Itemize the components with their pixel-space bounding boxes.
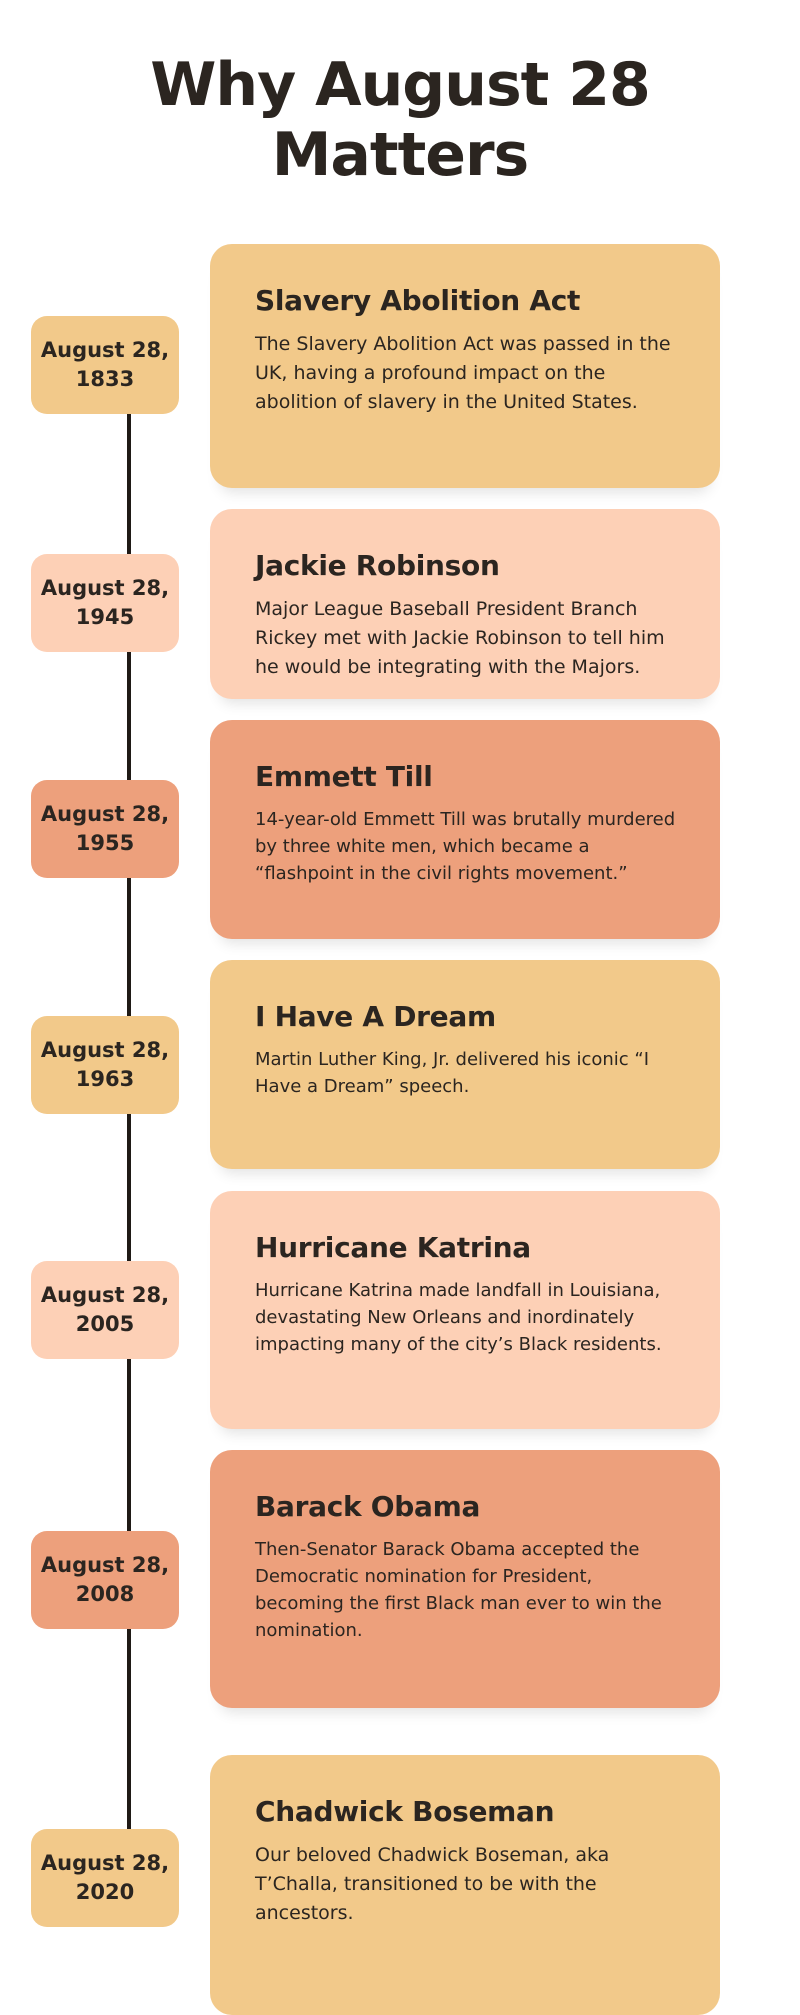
event-card-1963 — [210, 960, 720, 1169]
date-label: August 28, — [40, 1038, 170, 1062]
event-description: 14-year-old Emmett Till was brutally murdered by three white men, which became a “flashpoint in the civil rights movement.” — [255, 809, 676, 884]
event-description: Major League Baseball President Branch Rickey met with Jackie Robinson to tell him he would be integrating with the Majors. — [255, 598, 665, 678]
date-label: August 28, — [40, 1851, 170, 1875]
date-label: August 28, — [40, 576, 170, 600]
date-label: August 28, — [40, 1283, 170, 1307]
event-description: Our beloved Chadwick Boseman, aka T’Challa, transitioned to be with the ancestors. — [255, 1844, 610, 1924]
date-year: 1833 — [75, 367, 135, 391]
date-label: August 28, — [40, 1553, 170, 1577]
date-badge-2020 — [31, 1829, 179, 1927]
event-title: Jackie Robinson — [255, 549, 500, 582]
event-description: Then-Senator Barack Obama accepted the Democratic nomination for President, becoming the first Black man ever to win the nomination. — [255, 1539, 662, 1641]
date-badge-1963 — [31, 1016, 179, 1114]
page-title-line-2: Matters — [271, 120, 529, 190]
date-label: August 28, — [40, 338, 170, 362]
event-title: Barack Obama — [255, 1490, 481, 1523]
date-year: 1955 — [75, 831, 135, 855]
date-badge-1955 — [31, 780, 179, 878]
event-description: Martin Luther King, Jr. delivered his iconic “I Have a Dream” speech. — [255, 1049, 650, 1097]
event-card-2020 — [210, 1755, 720, 2015]
event-title: Emmett Till — [255, 760, 433, 793]
event-card-2005 — [210, 1191, 720, 1429]
event-description: The Slavery Abolition Act was passed in the UK, having a profound impact on the abolition of slavery in the United States. — [255, 333, 671, 413]
date-year: 1963 — [75, 1067, 135, 1091]
event-card-2008 — [210, 1450, 720, 1708]
event-card-1833 — [210, 244, 720, 488]
date-year: 2020 — [75, 1880, 135, 1904]
event-title: Slavery Abolition Act — [255, 284, 581, 317]
date-badge-1945 — [31, 554, 179, 652]
event-title: Chadwick Boseman — [255, 1795, 555, 1828]
date-year: 2005 — [75, 1312, 135, 1336]
date-year: 2008 — [75, 1582, 135, 1606]
page-title-line-1: Why August 28 — [150, 50, 650, 120]
event-title: Hurricane Katrina — [255, 1231, 531, 1264]
event-description: Hurricane Katrina made landfall in Louisiana, devastating New Orleans and inordinately impacting many of the city’s Black residents. — [255, 1280, 662, 1355]
event-title: I Have A Dream — [255, 1000, 496, 1033]
event-card-1945 — [210, 509, 720, 699]
date-label: August 28, — [40, 802, 170, 826]
page-title — [0, 50, 800, 190]
date-badge-1833 — [31, 316, 179, 414]
date-year: 1945 — [75, 605, 135, 629]
date-badge-2005 — [31, 1261, 179, 1359]
date-badge-2008 — [31, 1531, 179, 1629]
event-card-1955 — [210, 720, 720, 939]
